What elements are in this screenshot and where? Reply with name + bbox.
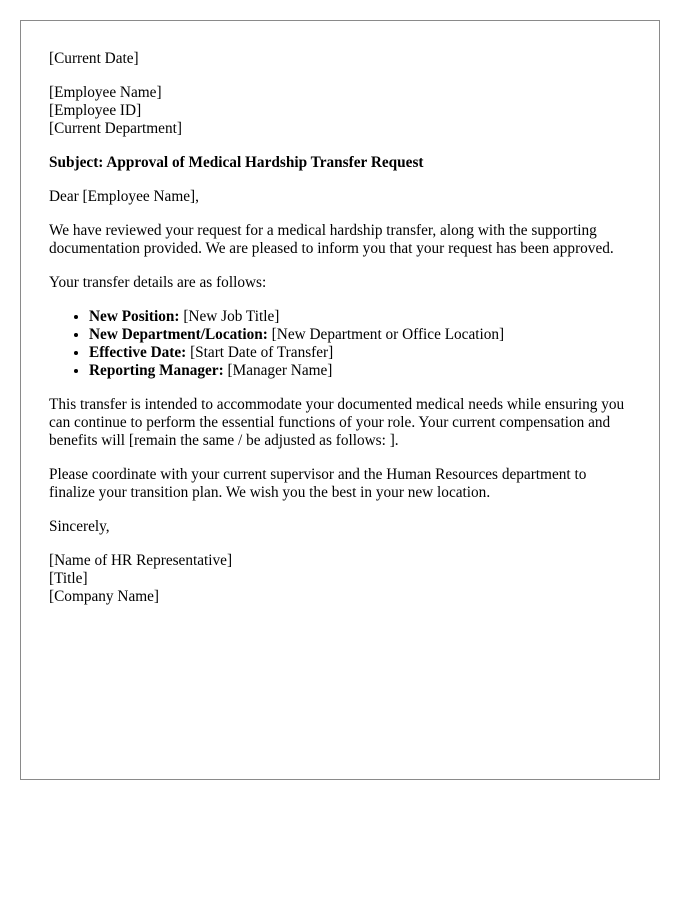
detail-value: [Start Date of Transfer] <box>186 344 334 361</box>
coordination-paragraph: Please coordinate with your current supervisor and the Human Resources department to finalize your transition plan. We wish you the best in your new location. <box>49 466 587 501</box>
detail-item-department <box>89 326 631 344</box>
letter-subject: Subject: Approval of Medical Hardship Transfer Request <box>49 154 424 171</box>
letter-greeting: Dear [Employee Name], <box>49 188 199 205</box>
detail-value: [New Department or Office Location] <box>267 326 505 343</box>
detail-value: [Manager Name] <box>223 362 333 379</box>
approval-paragraph: We have reviewed your request for a medical hardship transfer, along with the supporting documentation provided. We are pleased to inform you that your request has been approved. <box>49 222 614 257</box>
letter-date: [Current Date] <box>49 50 139 67</box>
signature-name: [Name of HR Representative] <box>49 552 233 569</box>
recipient-department: [Current Department] <box>49 120 182 137</box>
recipient-block <box>49 84 631 138</box>
signature-company: [Company Name] <box>49 588 160 605</box>
detail-item-reporting-manager <box>89 362 631 380</box>
recipient-id: [Employee ID] <box>49 102 142 119</box>
detail-item-effective-date <box>89 344 631 362</box>
detail-label: New Position: <box>89 308 180 325</box>
detail-label: Effective Date: <box>89 344 187 361</box>
detail-item-position <box>89 308 631 326</box>
recipient-name: [Employee Name] <box>49 84 162 101</box>
details-intro: Your transfer details are as follows: <box>49 274 267 291</box>
accommodation-paragraph: This transfer is intended to accommodate your documented medical needs while ensuring you can continue to perform the essential functions of your role. Your current compensation and benefits will [remain the same / be adjusted as follows: ]. <box>49 396 625 449</box>
detail-label: Reporting Manager: <box>89 362 224 379</box>
signature-title: [Title] <box>49 570 88 587</box>
detail-label: New Department/Location: <box>89 326 268 343</box>
letter-closing: Sincerely, <box>49 518 110 535</box>
detail-value: [New Job Title] <box>179 308 280 325</box>
transfer-details-list <box>49 308 631 380</box>
letter-page <box>20 20 660 780</box>
signature-block <box>49 552 631 606</box>
